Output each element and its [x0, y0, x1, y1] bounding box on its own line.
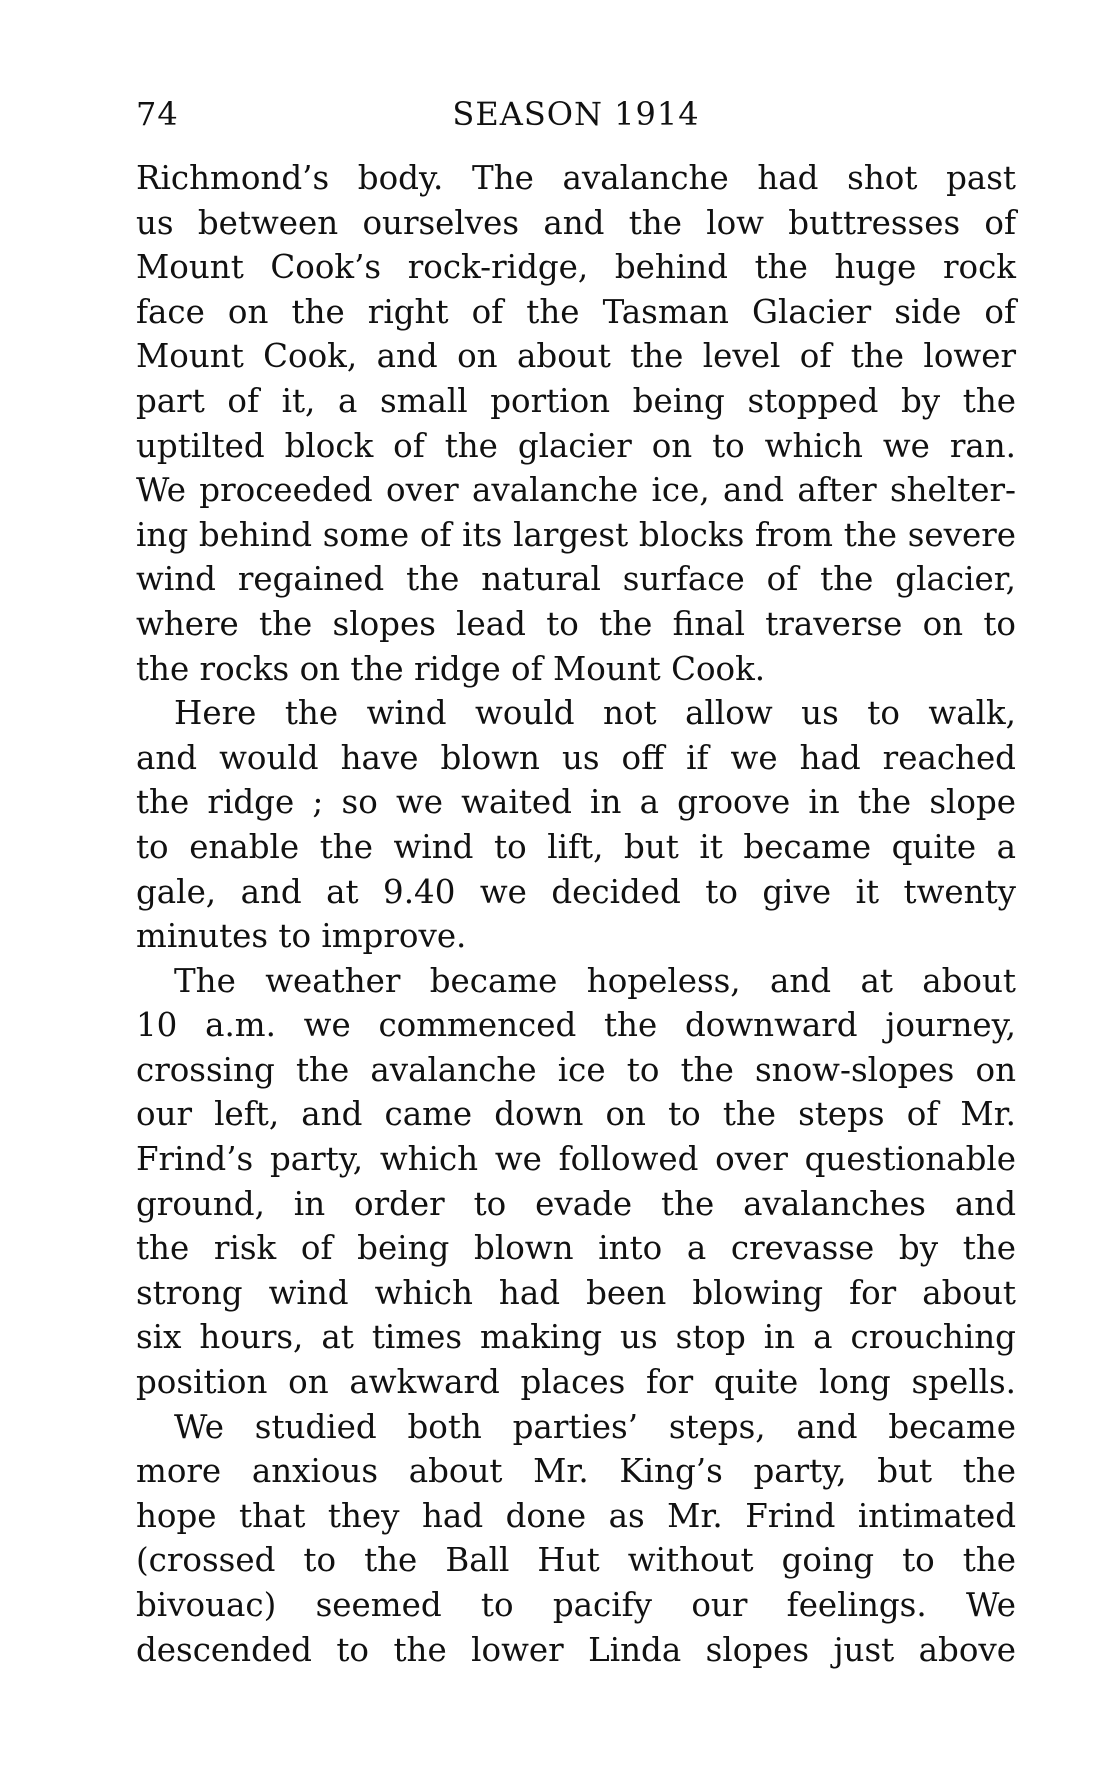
text-line: six hours, at times making us stop in a crouching	[136, 1318, 1016, 1357]
text-line: more anxious about Mr. King’s party, but the	[136, 1452, 1016, 1491]
text-line: 10 a.m. we commenced the downward journey,	[136, 1006, 1016, 1045]
text-line: Here the wind would not allow us to walk,	[174, 694, 1016, 733]
text-line: descended to the lower Linda slopes just above	[136, 1630, 1016, 1669]
text-line: bivouac) seemed to pacify our feelings. We	[136, 1586, 1016, 1624]
text-line: us between ourselves and the low buttresses of	[136, 203, 1016, 242]
text-line: We proceeded over avalanche ice, and after shelter-	[136, 471, 1016, 510]
text-line: uptilted block of the glacier on to which we ran.	[136, 426, 1016, 465]
text-line: part of it, a small portion being stopped by the	[136, 381, 1016, 420]
text-line: hope that they had done as Mr. Frind intimated	[136, 1496, 1016, 1535]
text-line: ground, in order to evade the avalanches and	[136, 1184, 1016, 1223]
text-line: Mount Cook’s rock-ridge, behind the huge rock	[136, 248, 1016, 287]
text-line: gale, and at 9.40 we decided to give it twenty	[136, 872, 1016, 911]
text-line: the risk of being blown into a crevasse by the	[136, 1229, 1016, 1268]
text-line: to enable the wind to lift, but it became quite a	[136, 827, 1016, 866]
text-line: position on awkward places for quite long spells.	[136, 1363, 1016, 1402]
page-number: 74	[136, 95, 179, 133]
text-line: face on the right of the Tasman Glacier side of	[136, 292, 1016, 331]
text-line: Mount Cook, and on about the level of the lower	[136, 337, 1016, 376]
text-line: wind regained the natural surface of the glacier,	[136, 560, 1016, 599]
text-line: our left, and came down on to the steps of Mr.	[136, 1095, 1016, 1134]
text-line: strong wind which had been blowing for about	[136, 1273, 1016, 1312]
running-head: SEASON 1914	[452, 95, 700, 133]
text-line: crossing the avalanche ice to the snow-slopes on	[136, 1050, 1016, 1089]
body-text	[136, 156, 1016, 1672]
page-header	[136, 92, 1016, 136]
text-line: Frind’s party, which we followed over questionable	[136, 1140, 1016, 1179]
text-line: where the slopes lead to the final traverse on to	[136, 604, 1016, 643]
text-line: (crossed to the Ball Hut without going to the	[136, 1541, 1016, 1580]
text-line: minutes to improve.	[136, 917, 467, 956]
text-line: We studied both parties’ steps, and became	[174, 1407, 1016, 1446]
text-line: the ridge ; so we waited in a groove in the slope	[136, 783, 1016, 822]
text-line: ing behind some of its largest blocks from the severe	[136, 515, 1016, 554]
text-line: Richmond’s body. The avalanche had shot past	[136, 159, 1016, 197]
text-line: and would have blown us off if we had reached	[136, 738, 1016, 777]
text-line: the rocks on the ridge of Mount Cook.	[136, 649, 766, 688]
text-line: The weather became hopeless, and at about	[174, 961, 1016, 1000]
